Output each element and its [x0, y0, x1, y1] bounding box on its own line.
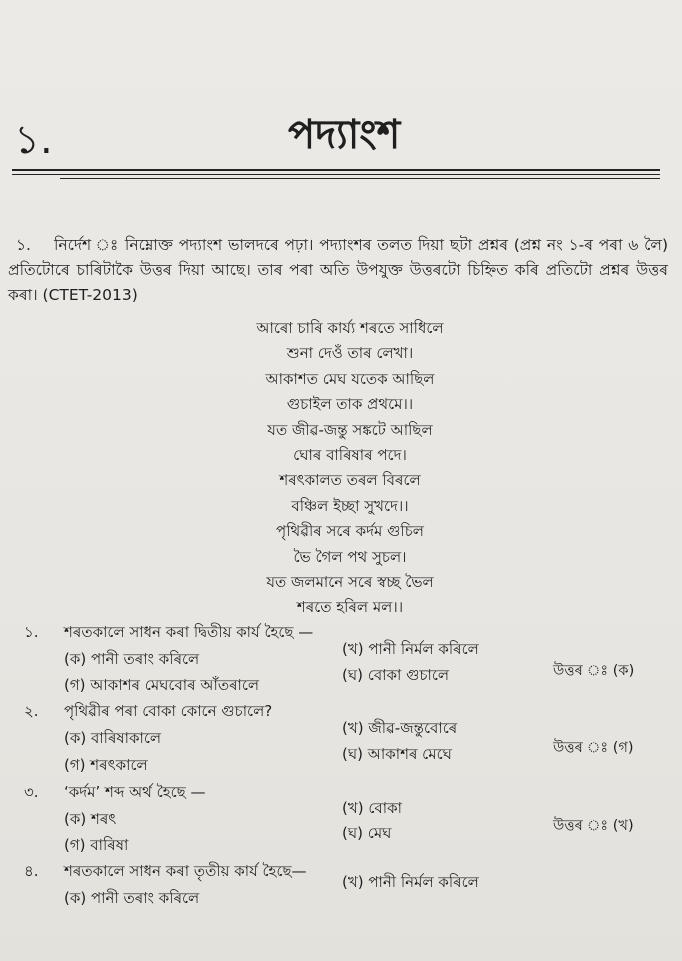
- poem-line: আৰো চাৰি কাৰ্য্য শৰতে সাধিলে: [256, 319, 444, 337]
- answer-label: উত্তৰ ঃ (খ): [553, 818, 634, 834]
- poem-line: পৃথিৱীৰ সৰে কৰ্দম গুচিল: [276, 522, 424, 541]
- title-rule-thin: [12, 174, 660, 175]
- poem-line: শৰৎকালত তৰল বিৰলে: [279, 471, 421, 490]
- chapter-number: ১.: [14, 117, 53, 163]
- option-d: (ঘ) বোকা গুচালে: [342, 666, 450, 684]
- question-text: ‘কৰ্দম’ শব্দ অৰ্থ হৈছে —: [64, 783, 206, 801]
- poem-line: আকাশত মেঘ যতেক আছিল: [265, 369, 435, 388]
- question-number: ২.: [24, 702, 39, 720]
- poem-line: ঘোৰ বাৰিষাৰ পদে।: [293, 445, 407, 464]
- answer-label: উত্তৰ ঃ (গ): [553, 740, 634, 756]
- question-number: ৪.: [24, 862, 39, 880]
- poem-line: যত জীৱ-জন্তু সঙ্কটে আছিল: [267, 420, 433, 439]
- poem-line: বঞ্চিল ইচ্ছা সুখদে।।: [291, 496, 409, 515]
- option-a: (ক) বাৰিষাকালে: [64, 729, 162, 747]
- chapter-title: পদ্যাংশ: [288, 112, 401, 158]
- poem-line: শৰতে হৰিল মল।।: [296, 598, 404, 617]
- question-text: পৃথিৱীৰ পৰা বোকা কোনে গুচালে?: [64, 702, 273, 720]
- option-b: (খ) পানী নিৰ্মল কৰিলে: [342, 873, 479, 891]
- poem-line: যত জলমানে সৰে স্বচ্ছ ভৈল: [266, 572, 434, 591]
- question-text: শৰতকালে সাধন কৰা তৃতীয় কাৰ্য হৈছে—: [64, 862, 307, 880]
- option-d: (ঘ) মেঘ: [342, 824, 392, 842]
- poem-line: ভৈ গৈল পথ সুচল।: [293, 547, 407, 566]
- title-rule-lower: [60, 178, 660, 179]
- option-b: (খ) জীৱ-জন্তুবোৰে: [342, 719, 458, 737]
- instruction-paragraph: [8, 233, 668, 308]
- question-text: শৰতকালে সাধন কৰা দ্বিতীয় কাৰ্য হৈছে —: [64, 623, 314, 641]
- question-number: ৩.: [24, 783, 39, 801]
- option-d: (ঘ) আকাশৰ মেঘে: [342, 745, 452, 763]
- instruction-text: নির্দেশ ঃ নিম্নোক্ত পদ্যাংশ ভালদৰে পঢ়া। পদ্যাংশৰ তলত দিয়া ছটা প্রশ্নৰ (প্রশ্ন নং ১-ৰ পৰা ৬ লৈ) প্রতিটোৰে চাৰিটাকৈ উত্তৰ দিয়া আছে। তাৰ পৰা অতি উপযুক্ত উত্তৰটো চিহ্নিত কৰি প্রতিটো প্রশ্নৰ উত্তৰ কৰা। (CTET-2013): [8, 236, 668, 304]
- option-b: (খ) বোকা: [342, 799, 402, 817]
- option-c: (গ) বাৰিষা: [64, 836, 129, 854]
- poem-line: গুচাইল তাক প্ৰথমে।।: [286, 395, 414, 414]
- option-b: (খ) পানী নিৰ্মল কৰিলে: [342, 640, 479, 658]
- option-a: (ক) পানী তৰাং কৰিলে: [64, 650, 200, 668]
- option-c: (গ) শৰৎকালে: [64, 756, 148, 774]
- option-a: (ক) শৰৎ: [64, 810, 117, 828]
- poem-line: শুনা দেওঁ তাৰ লেখা।: [286, 344, 414, 363]
- poem-block: [150, 316, 550, 621]
- option-c: (গ) আকাশৰ মেঘবোৰ আঁতৰালে: [64, 676, 260, 694]
- title-rule-thick: [12, 169, 660, 171]
- instruction-number: ১.: [16, 236, 31, 254]
- question-number: ১.: [24, 623, 39, 641]
- option-a: (ক) পানী তৰাং কৰিলে: [64, 889, 200, 907]
- answer-label: উত্তৰ ঃ (ক): [553, 663, 635, 679]
